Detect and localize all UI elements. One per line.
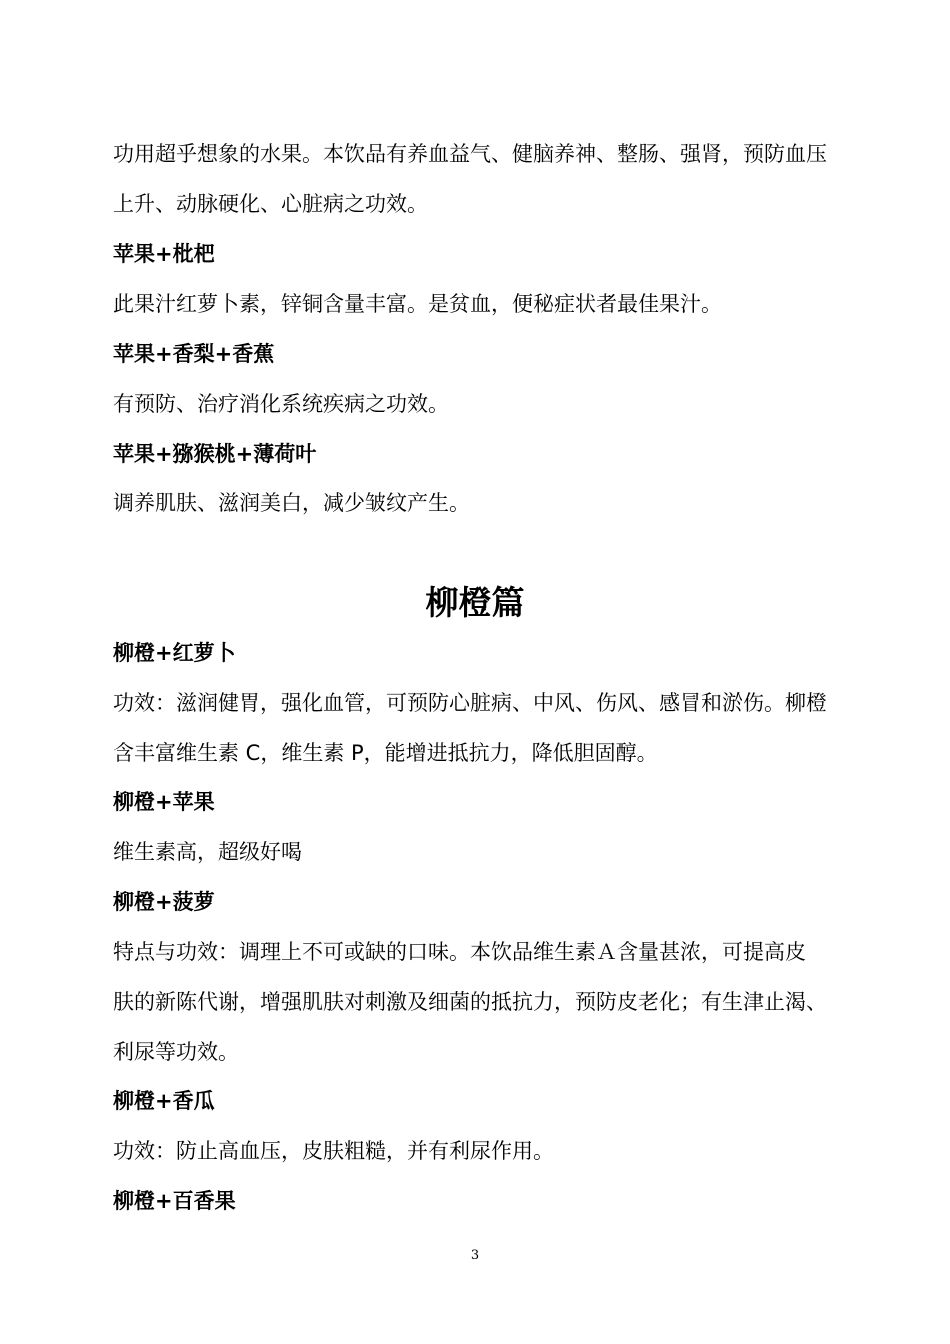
body-text-line: 上升、动脉硬化、心脏病之功效。: [113, 192, 428, 216]
body-text-line: 有预防、治疗消化系统疾病之功效。: [113, 392, 449, 416]
section-title: 柳橙篇: [425, 583, 525, 622]
body-text-line: 调养肌肤、滋润美白，减少皱纹产生。: [113, 491, 470, 515]
recipe-heading: 苹果+猕猴桃+薄荷叶: [113, 442, 317, 466]
body-text-line: 功用超乎想象的水果。本饮品有养血益气、健脑养神、整肠、强肾，预防血压: [113, 142, 827, 166]
recipe-heading: 柳橙+百香果: [113, 1189, 236, 1213]
recipe-heading: 柳橙+红萝卜: [113, 641, 236, 665]
recipe-heading: 柳橙+苹果: [113, 790, 215, 814]
recipe-heading: 苹果+枇杷: [113, 242, 215, 266]
body-text-line: 功效：防止高血压，皮肤粗糙，并有利尿作用。: [113, 1139, 554, 1163]
page-number: 3: [470, 1248, 480, 1263]
body-text-line: 功效：滋润健胃，强化血管，可预防心脏病、中风、伤风、感冒和淤伤。柳橙: [113, 691, 827, 715]
body-text-line: 含丰富维生素 C，维生素 P，能增进抵抗力，降低胆固醇。: [113, 741, 658, 765]
recipe-heading: 柳橙+香瓜: [113, 1089, 215, 1113]
body-text-line: 利尿等功效。: [113, 1040, 239, 1064]
body-text-line: 特点与功效：调理上不可或缺的口味。本饮品维生素Ａ含量甚浓，可提高皮: [113, 940, 806, 964]
body-text-line: 维生素高，超级好喝: [113, 840, 302, 864]
body-text-line: 此果汁红萝卜素，锌铜含量丰富。是贫血，便秘症状者最佳果汁。: [113, 292, 722, 316]
recipe-heading: 苹果+香梨+香蕉: [113, 342, 275, 366]
body-text-line: 肤的新陈代谢，增强肌肤对刺激及细菌的抵抗力，预防皮老化；有生津止渴、: [113, 990, 827, 1014]
recipe-heading: 柳橙+菠萝: [113, 890, 215, 914]
